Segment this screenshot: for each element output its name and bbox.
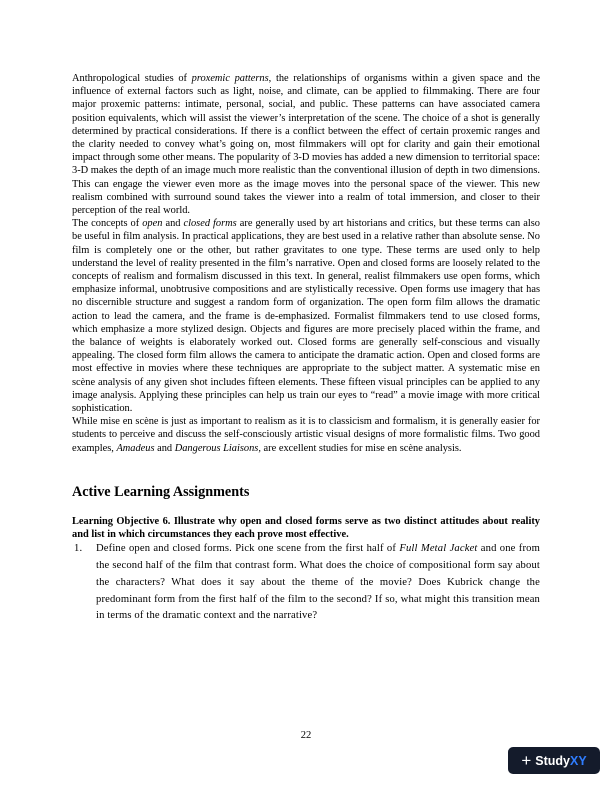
- paragraph-proxemic-patterns: [72, 72, 540, 217]
- film-title: Amadeus: [116, 442, 155, 454]
- text-run: The concepts of: [72, 218, 143, 230]
- text-run: Anthropological studies of: [72, 73, 192, 84]
- logo-text: Study: [535, 753, 570, 768]
- emphasis-term: proxemic patterns: [191, 73, 269, 84]
- text-run: and: [154, 442, 175, 454]
- assignment-item: [72, 541, 540, 625]
- page-number: 22: [300, 730, 312, 741]
- text-run: , the relationships of organisms within a given space and the influence of external factors such as light, noise, and climate, can be applied to filmmaking. There are four major proxemic patterns: intimate, personal, social, and public. These patterns can have associated camera position equivalents, which will assist the viewer’s interpretation of the scene. The choice of a shot is generally determined by practical considerations. If there is a conflict between the effect of certain proxemic ranges and the clarity needed to convey what’s going on, most filmmakers will opt for clarity and gain their emotional impact through some other means. The popularity of 3-D movies has added a new dimension to territorial space: 3-D makes the depth of an image much more realistic than the conventional illusion of depth in two dimensions. This can engage the viewer even more as the image moves into the personal space of the viewer. This new realism combined with surround sound takes the viewer into a realm of total immersion, and closer to their perception of the real world.: [72, 73, 541, 217]
- paragraph-open-closed-forms: [72, 217, 540, 415]
- logo-text-accent: XY: [569, 753, 587, 768]
- text-run: are excellent studies for mise en scène analysis.: [260, 442, 462, 454]
- film-title: Dangerous Liaisons,: [174, 442, 261, 454]
- paragraph-mise-en-scene: [72, 415, 540, 455]
- emphasis-term: open: [142, 218, 163, 230]
- assignment-number: 1.: [74, 543, 83, 555]
- text-run: and one from the second half of the film that contrast form. What does the choice of compositional form say about the characters? What does it say about the theme of the movie? Does Kubrick change the predominant form from the first half of the film to the second? If so, what might this transition mean in terms of the dramatic context and the narrative?: [96, 543, 540, 622]
- film-title: Full Metal Jacket: [399, 543, 478, 555]
- assignment-list: [72, 541, 540, 625]
- text-run: and: [162, 218, 184, 230]
- learning-objective: Learning Objective 6. Illustrate why open and closed forms serve as two distinct attitudes about reality and list in which circumstances they each prove most effective.: [72, 515, 540, 541]
- section-heading: Active Learning Assignments: [72, 483, 250, 500]
- text-run: While mise en scène is just as important to realism as it is to classicism and formalism, it is generally easier for students to perceive and discuss the self-consciously artistic visual designs of more formalistic films. Two good examples,: [72, 416, 540, 454]
- document-page: [72, 72, 540, 625]
- studyxy-logo: [508, 747, 600, 774]
- text-run: Define open and closed forms. Pick one scene from the first half of: [96, 543, 400, 555]
- plus-icon: +: [521, 751, 532, 770]
- text-run: are generally used by art historians and critics, but these terms can also be useful in film analysis. In practical applications, they are best used in a relative rather than absolute sense. No film is completely one or the other, but rather gravitates to one type. These terms are used only to help understand the level of reality presented in the film’s narrative. Open and closed forms are loosely related to the concepts of realism and formalism discussed in this text. In general, realist filmmakers use open forms, which emphasize informal, unobtrusive compositions and are stylistically recessive. Open forms use imagery that has no discernible structure and suggest a random form of organization. The open form film allows the dramatic action to lead the camera, and the frame is de-emphasized. Formalist filmmakers tend to use closed forms, which emphasize a more stylized design. Objects and figures are more precisely placed within the frame, and the balance of weights is elaborately worked out. Closed forms are generally self-conscious and visually appealing. The closed form film allows the camera to anticipate the dramatic action. Open and closed forms are most effective in movies where these techniques are appropriate to the subject matter. A systematic mise en scène analysis of any given shot includes fifteen elements. These fifteen visual principles can be applied to any image analysis. Applying these principles can help us train our eyes to “read” a movie image with more critical sophistication.: [72, 218, 540, 415]
- emphasis-term: closed forms: [183, 218, 237, 230]
